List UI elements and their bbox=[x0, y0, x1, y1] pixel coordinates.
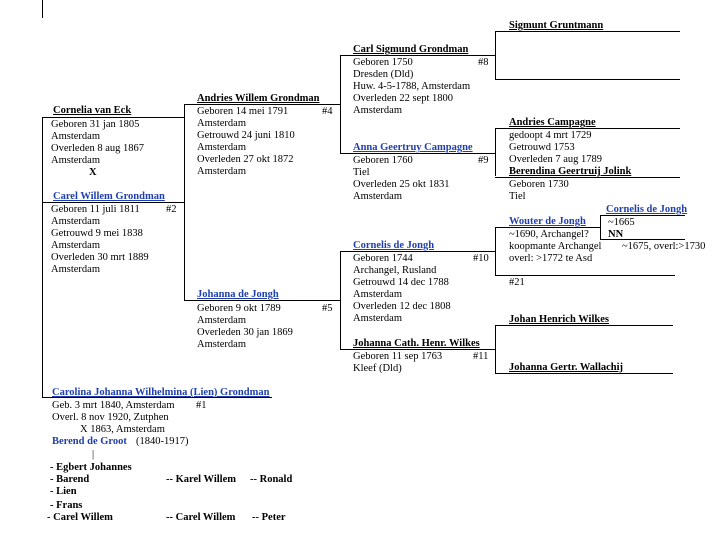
p20-name[interactable]: Wouter de Jongh bbox=[509, 216, 586, 227]
p5-line-1: Geboren 9 okt 1789 bbox=[197, 303, 281, 314]
p1-line-1: Geboren 31 jan 1805 bbox=[51, 119, 140, 130]
p3-name[interactable]: Carolina Johanna Wilhelmina (Lien) Grondman bbox=[52, 387, 270, 398]
p2-number: #2 bbox=[166, 204, 177, 215]
p4-line-4: Amsterdam bbox=[197, 142, 246, 153]
p8-line-2: Dresden (Dld) bbox=[353, 69, 414, 80]
p2-line-5: Overleden 30 mrt 1889 bbox=[51, 252, 149, 263]
p1-line bbox=[42, 117, 184, 118]
p11-name: Johanna Cath. Henr. Wilkes bbox=[353, 338, 480, 349]
p5-line-2: Amsterdam bbox=[197, 315, 246, 326]
p2-line-4: Amsterdam bbox=[51, 240, 100, 251]
p8-line-1: Geboren 1750 bbox=[353, 57, 413, 68]
p2-line-1: Geboren 11 juli 1811 bbox=[51, 204, 140, 215]
p10-name[interactable]: Cornelis de Jongh bbox=[353, 240, 435, 251]
p18-line-3: Overleden 7 aug 1789 bbox=[509, 154, 603, 165]
child-1: - Egbert Johannes bbox=[50, 462, 132, 473]
p20-line-2: koopmante Archangel bbox=[509, 241, 602, 252]
p21-line bbox=[495, 275, 675, 276]
p11-line-2: Kleef (Dld) bbox=[353, 363, 402, 374]
p23-name: Johanna Gertr. Wallachij bbox=[509, 362, 624, 373]
p5-number: #5 bbox=[322, 303, 333, 314]
p3-number: #1 bbox=[196, 400, 207, 411]
p2-name[interactable]: Carel Willem Grondman bbox=[53, 191, 165, 202]
spouse-years: (1840-1917) bbox=[136, 436, 189, 447]
p8-number: #8 bbox=[478, 57, 489, 68]
col4-bracket-3 bbox=[495, 227, 496, 275]
p3-line-3: X 1863, Amsterdam bbox=[80, 424, 165, 435]
p1-line-4: Amsterdam bbox=[51, 155, 100, 166]
p18-line-1: gedoopt 4 mrt 1729 bbox=[509, 130, 592, 141]
p8-line-5: Amsterdam bbox=[353, 105, 402, 116]
p40-name[interactable]: Cornelis de Jongh bbox=[606, 204, 688, 215]
p4-line-2: Amsterdam bbox=[197, 118, 246, 129]
p8-name: Carl Sigmund Grondman bbox=[353, 44, 469, 55]
col4-bracket-2 bbox=[495, 128, 496, 176]
col3-bracket-bottom bbox=[340, 251, 341, 349]
child-3: - Lien bbox=[50, 486, 77, 497]
p10-line-2: Archangel, Rusland bbox=[353, 265, 437, 276]
p2-line-3: Getrouwd 9 mei 1838 bbox=[51, 228, 143, 239]
p17-line bbox=[495, 79, 680, 80]
child-5: - Carel Willem bbox=[47, 512, 113, 523]
p4-number: #4 bbox=[322, 106, 333, 117]
p10-line-3: Getrouwd 14 dec 1788 bbox=[353, 277, 449, 288]
col3-bracket-top bbox=[340, 55, 341, 153]
p5-line-4: Amsterdam bbox=[197, 339, 246, 350]
grandchild-2: -- Carel Willem bbox=[166, 512, 236, 523]
grandchild-1: -- Karel Willem bbox=[166, 474, 236, 485]
p4-name: Andries Willem Grondman bbox=[197, 93, 320, 104]
p21-number: #21 bbox=[509, 277, 525, 288]
p41-line-1: ~1675, overl:>1730 bbox=[622, 241, 706, 252]
p5-line-3: Overleden 30 jan 1869 bbox=[197, 327, 293, 338]
p9-name[interactable]: Anna Geertruy Campagne bbox=[353, 142, 473, 153]
spouse-name[interactable]: Berend de Groot bbox=[52, 436, 127, 447]
p5-name[interactable]: Johanna de Jongh bbox=[197, 289, 279, 300]
p10-line-5: Overleden 12 dec 1808 bbox=[353, 301, 451, 312]
p41-name: NN bbox=[608, 229, 624, 240]
p22-name: Johan Henrich Wilkes bbox=[509, 314, 609, 325]
p10-line-4: Amsterdam bbox=[353, 289, 402, 300]
p2-line-2: Amsterdam bbox=[51, 216, 100, 227]
p19-name: Berendina Geertruij Jolink bbox=[509, 166, 632, 177]
p18-line-2: Getrouwd 1753 bbox=[509, 142, 575, 153]
p16-name: Sigmunt Gruntmann bbox=[509, 20, 604, 31]
p3-line-1: Geb. 3 mrt 1840, Amsterdam bbox=[52, 400, 175, 411]
descent-bar: | bbox=[92, 449, 95, 460]
child-4: - Frans bbox=[50, 500, 83, 511]
p9-line-2: Tiel bbox=[353, 167, 370, 178]
p1-name: Cornelia van Eck bbox=[53, 105, 132, 116]
col4-bracket-1 bbox=[495, 31, 496, 79]
col1-bracket bbox=[42, 117, 43, 397]
col5-bracket bbox=[600, 215, 601, 239]
p20-line-3: overl: >1772 te Asd bbox=[509, 253, 593, 264]
p8-line-4: Overleden 22 sept 1800 bbox=[353, 93, 454, 104]
p1-line-3: Overleden 8 aug 1867 bbox=[51, 143, 145, 154]
p4-line-6: Amsterdam bbox=[197, 166, 246, 177]
p11-line-1: Geboren 11 sep 1763 bbox=[353, 351, 443, 362]
p9-line-4: Amsterdam bbox=[353, 191, 402, 202]
p40-line-1: ~1665 bbox=[608, 217, 635, 228]
child-2: - Barend bbox=[50, 474, 90, 485]
p9-number: #9 bbox=[478, 155, 489, 166]
p4-line-5: Overleden 27 okt 1872 bbox=[197, 154, 294, 165]
col4-bracket-4 bbox=[495, 325, 496, 373]
p10-line-1: Geboren 1744 bbox=[353, 253, 413, 264]
p10-line-6: Amsterdam bbox=[353, 313, 402, 324]
p4-line-1: Geboren 14 mei 1791 bbox=[197, 106, 289, 117]
p19-line-2: Tiel bbox=[509, 191, 526, 202]
col2-bracket bbox=[184, 104, 185, 300]
p19-line-1: Geboren 1730 bbox=[509, 179, 569, 190]
stray-mark bbox=[42, 0, 43, 18]
p9-line-1: Geboren 1760 bbox=[353, 155, 413, 166]
p18-name: Andries Campagne bbox=[509, 117, 596, 128]
greatgrandchild-2: -- Peter bbox=[252, 512, 286, 523]
p20-line-1: ~1690, Archangel? bbox=[509, 229, 589, 240]
p2-line-6: Amsterdam bbox=[51, 264, 100, 275]
marriage-x: X bbox=[89, 167, 97, 178]
p11-number: #11 bbox=[473, 351, 489, 362]
p4-line-3: Getrouwd 24 juni 1810 bbox=[197, 130, 295, 141]
p9-line-3: Overleden 25 okt 1831 bbox=[353, 179, 450, 190]
p1-line-2: Amsterdam bbox=[51, 131, 100, 142]
p3-line-2: Overl. 8 nov 1920, Zutphen bbox=[52, 412, 169, 423]
greatgrandchild-1: -- Ronald bbox=[250, 474, 293, 485]
p8-line-3: Huw. 4-5-1788, Amsterdam bbox=[353, 81, 471, 92]
p10-number: #10 bbox=[473, 253, 489, 264]
